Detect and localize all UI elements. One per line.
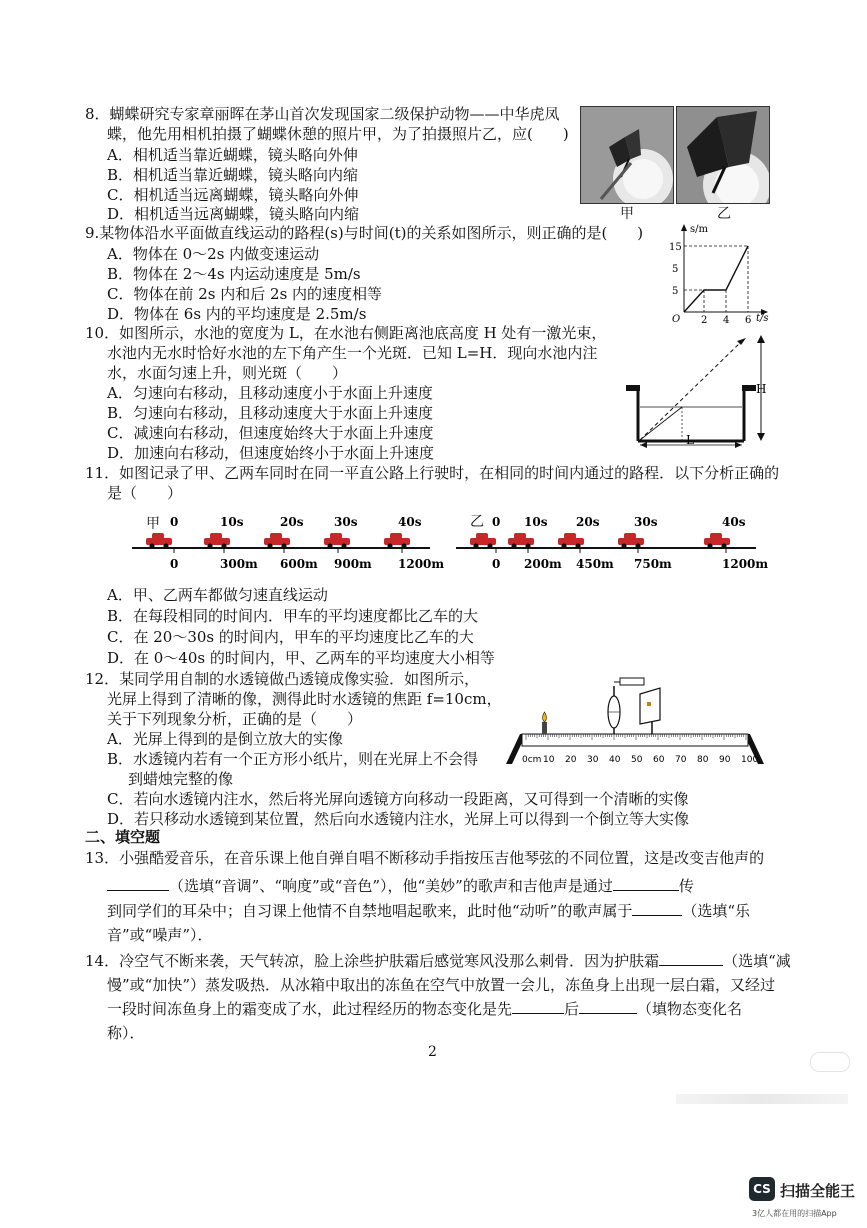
car-b-time-label-0: 0 xyxy=(492,515,501,529)
st-ytick-5b: 5 xyxy=(672,286,679,297)
car-a-name: 甲 xyxy=(146,516,160,532)
q11-option-c: C．在 20～30s 的时间内，甲车的平均速度比乙车的大 xyxy=(107,628,474,646)
car-a-time-label-4: 40s xyxy=(398,515,422,529)
car-a-car-2 xyxy=(264,533,290,549)
car-b-time-label-1: 10s xyxy=(524,515,548,529)
watermark-logo: CS xyxy=(749,1177,775,1201)
ruler-label-2: 20 xyxy=(565,755,577,765)
q9-option-b: B．物体在 2～4s 内运动速度是 5m/s xyxy=(107,265,361,283)
q12-option-a: A．光屏上得到的是倒立放大的实像 xyxy=(107,730,343,748)
q10-stem-line-3: 水，水面匀速上升，则光斑（ ） xyxy=(107,364,348,382)
q14-line-3-text: 一段时间冻鱼身上的霜变成了水，此过程经历的物态变化是先 xyxy=(107,1000,513,1018)
st-y-arrow xyxy=(681,224,687,231)
car-a-dist-label-0: 0 xyxy=(170,557,179,571)
q13-blank-3[interactable] xyxy=(632,901,682,916)
q9-option-c: C．物体在前 2s 内和后 2s 内的速度相等 xyxy=(107,285,383,303)
car-a-car-3 xyxy=(324,533,350,549)
laser-beam xyxy=(640,341,742,440)
q12-stem-line-3: 关于下列现象分析，正确的是（ ） xyxy=(107,710,363,728)
road-diagram xyxy=(128,510,768,580)
car-a-time-label-3: 30s xyxy=(334,515,358,529)
ruler-label-1: 10 xyxy=(543,755,555,765)
st-xlabel: t/s xyxy=(756,313,769,324)
q10-option-d: D．加速向右移动，但速度始终小于水面上升速度 xyxy=(107,444,435,462)
photo-label-b: 乙 xyxy=(717,206,731,222)
q11-stem-line-2: 是（ ） xyxy=(107,484,183,502)
car-a-dist-label-3: 900m xyxy=(334,557,372,571)
car-b-car-3 xyxy=(618,533,644,549)
st-xtick-6: 6 xyxy=(745,315,752,326)
q13-line-3-tail: （选填“乐 xyxy=(682,902,751,920)
q9-stem: 9.某物体沿水平面做直线运动的路程(s)与时间(t)的关系如图所示，则正确的是( ) xyxy=(85,224,644,242)
butterfly-photo-b xyxy=(676,106,770,204)
car-b-time-label-4: 40s xyxy=(722,515,746,529)
q10-stem-line-1: 10．如图所示，水池的宽度为 L，在水池右侧距离池底高度 H 处有一激光束， xyxy=(85,324,607,342)
car-a-time-label-2: 20s xyxy=(280,515,304,529)
q11-option-b: B．在每段相同的时间内．甲车的平均速度都比乙车的大 xyxy=(107,607,479,625)
q9-option-a: A．物体在 0～2s 内做变速运动 xyxy=(107,245,320,263)
car-a-car-1 xyxy=(204,533,230,549)
q12-stem-line-1: 12．某同学用自制的水透镜做凸透镜成像实验．如图所示， xyxy=(85,670,480,688)
section-title: 二、填空题 xyxy=(85,828,161,846)
pool-diagram xyxy=(620,333,780,455)
q10-option-c: C．减速向右移动，但速度始终大于水面上升速度 xyxy=(107,424,434,442)
q9-option-d: D．物体在 6s 内的平均速度是 2.5m/s xyxy=(107,305,367,323)
watermark-name: 扫描全能王 xyxy=(780,1182,856,1200)
optical-bench xyxy=(502,672,772,770)
q12-option-b-cont: 到蜡烛完整的像 xyxy=(128,770,234,788)
q14-line-2: 慢”或“加快”）蒸发吸热．从冰箱中取出的冻鱼在空气中放置一会儿，冻鱼身上出现一层白霜，又经过 xyxy=(107,976,776,994)
car-a-dist-label-4: 1200m xyxy=(398,557,445,571)
q8-option-a: A．相机适当靠近蝴蝶，镜头略向外伸 xyxy=(107,146,358,164)
ruler-label-4: 40 xyxy=(609,755,621,765)
ruler-label-0: 0cm xyxy=(522,755,542,765)
car-a-dist-label-2: 600m xyxy=(280,557,318,571)
car-b-dist-label-4: 1200m xyxy=(722,557,768,571)
q14-blank-2[interactable] xyxy=(512,999,564,1014)
car-a-dist-label-1: 300m xyxy=(220,557,258,571)
q13-line-2-tail: 传 xyxy=(678,877,694,895)
q13-line-2 xyxy=(107,876,694,896)
label-h: H xyxy=(756,382,767,396)
q14-blank-3[interactable] xyxy=(579,999,637,1014)
q12-option-d: D．若只移动水透镜到某位置，然后向水透镜内注水，光屏上可以得到一个倒立等大实像 xyxy=(107,810,690,828)
q10-option-b: B．匀速向右移动，且移动速度大于水面上升速度 xyxy=(107,404,434,422)
q8-stem-line-2: 蝶，他先用相机拍摄了蝴蝶休憩的照片甲，为了拍摄照片乙，应( ) xyxy=(107,125,569,143)
st-xtick-2: 2 xyxy=(701,315,708,326)
q11-option-a: A．甲、乙两车都做匀速直线运动 xyxy=(107,586,328,604)
label-l: L xyxy=(686,433,694,447)
car-b-dist-label-2: 450m xyxy=(576,557,614,571)
q13-blank-2[interactable] xyxy=(613,876,679,891)
q14-line-4: 称）． xyxy=(107,1024,145,1042)
q13-line-4: 音”或“噪声”）． xyxy=(107,926,213,944)
q12-stem-line-2: 光屏上得到了清晰的像，测得此时水透镜的焦距 f=10cm， xyxy=(107,690,502,708)
car-b-dist-label-1: 200m xyxy=(524,557,562,571)
scan-smudge-line xyxy=(676,1094,848,1104)
car-b-time-label-3: 30s xyxy=(634,515,658,529)
st-ytick-5a: 5 xyxy=(672,264,679,275)
st-graph xyxy=(664,222,774,326)
watermark-sub: 3亿人都在用的扫描App xyxy=(752,1209,837,1218)
q13-line-2-text: （选填“音调”、“响度”或“音色”），他“美妙”的歌声和吉他声是通过 xyxy=(169,877,613,895)
car-a-time-label-1: 10s xyxy=(220,515,244,529)
q11-option-d: D．在 0～40s 的时间内，甲、乙两车的平均速度大小相等 xyxy=(107,649,495,667)
st-ytick-15: 15 xyxy=(669,242,682,253)
st-ylabel: s/m xyxy=(690,224,708,235)
car-b-car-2 xyxy=(558,533,584,549)
car-a-time-label-0: 0 xyxy=(170,515,179,529)
q8-option-c: C．相机适当远离蝴蝶，镜头略向外伸 xyxy=(107,186,359,204)
scan-smudge xyxy=(810,1052,850,1072)
ruler-label-6: 60 xyxy=(653,755,665,765)
q14-line-3-mid: 后 xyxy=(564,1000,580,1018)
photo-label-a: 甲 xyxy=(620,206,634,222)
q14-line-1 xyxy=(85,951,791,971)
car-b-time-label-2: 20s xyxy=(576,515,600,529)
ruler-label-8: 80 xyxy=(697,755,709,765)
q10-option-a: A．匀速向右移动，且移动速度小于水面上升速度 xyxy=(107,384,433,402)
q12-option-c: C．若向水透镜内注水，然后将光屏向透镜方向移动一段距离，又可得到一个清晰的实像 xyxy=(107,790,689,808)
butterfly-photo-a xyxy=(580,106,674,204)
car-b-car-1 xyxy=(508,533,534,549)
q13-line-1: 13．小强酷爱音乐，在音乐课上他自弹自唱不断移动手指按压吉他琴弦的不同位置，这是改变吉他声的 xyxy=(85,849,765,867)
st-origin: O xyxy=(672,314,681,325)
car-b-car-0 xyxy=(470,533,496,549)
q14-line-3-tail: （填物态变化名 xyxy=(637,1000,743,1018)
ruler-label-3: 30 xyxy=(587,755,599,765)
q8-option-d: D．相机适当远离蝴蝶，镜头略向内缩 xyxy=(107,205,360,223)
ruler-label-10: 100 xyxy=(741,755,759,765)
q13-line-3-text: 到同学们的耳朵中；自习课上他情不自禁地唱起歌来，此时他“动听”的歌声属于 xyxy=(107,902,633,920)
q8-option-b: B．相机适当靠近蝴蝶，镜头略向内缩 xyxy=(107,166,359,184)
q14-line-1-text: 14．冷空气不断来袭，天气转凉，脸上涂些护肤霜后感觉寒风没那么刺骨．因为护肤霜 xyxy=(85,952,660,970)
ruler-label-7: 70 xyxy=(675,755,687,765)
ruler-label-5: 50 xyxy=(631,755,643,765)
car-b-dist-label-3: 750m xyxy=(634,557,672,571)
q8-stem-line-1: 8．蝴蝶研究专家章丽晖在茅山首次发现国家二级保护动物——中华虎凤 xyxy=(85,105,560,123)
q13-blank-1[interactable] xyxy=(107,876,169,891)
q13-line-3 xyxy=(107,901,750,921)
car-b-name: 乙 xyxy=(470,514,484,530)
car-b-dist-label-0: 0 xyxy=(492,557,501,571)
q14-line-1-tail: （选填“减 xyxy=(723,952,791,970)
q12-option-b: B．水透镜内若有一个正方形小纸片，则在光屏上不会得 xyxy=(107,750,479,768)
page-number: 2 xyxy=(428,1044,437,1060)
q11-stem-line-1: 11．如图记录了甲、乙两车同时在同一平直公路上行驶时，在相同的时间内通过的路程．以下分析正确的 xyxy=(85,464,780,482)
q14-line-3 xyxy=(107,999,742,1019)
q14-blank-1[interactable] xyxy=(659,951,723,966)
car-a-car-0 xyxy=(146,533,172,549)
car-b-car-4 xyxy=(704,533,730,549)
q10-stem-line-2: 水池内无水时恰好水池的左下角产生一个光斑．已知 L=H．现向水池内注 xyxy=(107,344,598,362)
st-series-line xyxy=(684,246,748,312)
ruler-label-9: 90 xyxy=(719,755,731,765)
st-xtick-4: 4 xyxy=(723,315,730,326)
car-a-car-4 xyxy=(384,533,410,549)
